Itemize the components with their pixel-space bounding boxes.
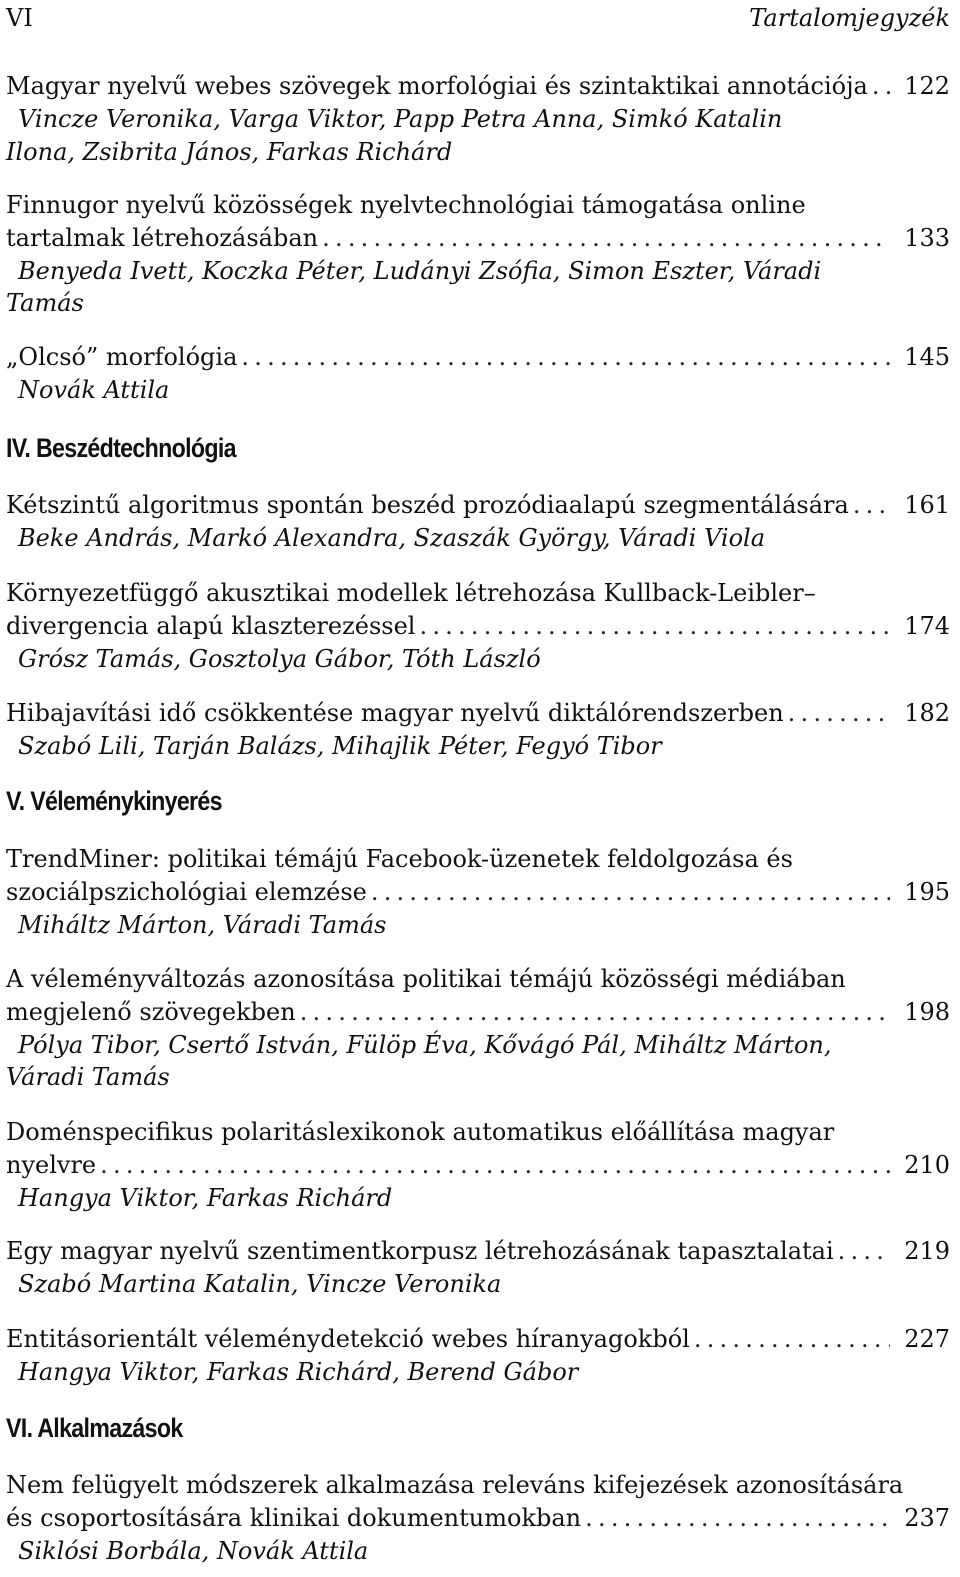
- dot-leader: [322, 222, 890, 255]
- entry-title-line: Nem felügyelt módszerek alkalmazása releváns kifejezések azonosítására: [6, 1471, 904, 1499]
- entry-title-leader-line: [6, 697, 950, 730]
- entry-title-leader-line: [6, 1149, 950, 1182]
- entry-page-number: 182: [904, 699, 950, 727]
- running-header: [6, 4, 950, 34]
- entry-page-number: 198: [904, 997, 950, 1026]
- entry-title-leader-line: [6, 996, 950, 1029]
- entry-authors: Pólya Tibor, Csertő István, Fülöp Éva, Kővágó Pál, Miháltz Márton,: [18, 1030, 832, 1059]
- dot-leader: [371, 876, 890, 909]
- toc-entry[interactable]: [6, 1323, 950, 1389]
- dot-leader: [788, 697, 890, 730]
- dot-leader: [585, 1502, 890, 1535]
- entry-title: tartalmak létrehozásában: [6, 222, 322, 255]
- dot-leader: [100, 1149, 890, 1182]
- entry-authors: Beke András, Markó Alexandra, Szaszák György, Váradi Viola: [18, 523, 765, 552]
- entry-authors: Hangya Viktor, Farkas Richárd, Berend Gábor: [18, 1357, 579, 1386]
- toc-entry[interactable]: [6, 577, 950, 675]
- entry-title: Kétszintű algoritmus spontán beszéd prozódiaalapú szegmentálására: [6, 489, 853, 522]
- dot-leader: [872, 70, 890, 103]
- entry-title: és csoportosítására klinikai dokumentumokban: [6, 1502, 585, 1535]
- entry-page-number: 174: [904, 611, 950, 640]
- entry-page-number: 133: [904, 223, 950, 252]
- entry-title: Magyar nyelvű webes szövegek morfológiai és szintaktikai annotációja: [6, 70, 872, 103]
- toc-entry[interactable]: [6, 189, 950, 320]
- entry-title-leader-line: [6, 610, 950, 643]
- entry-page-number: 195: [904, 877, 950, 906]
- entry-authors: Hangya Viktor, Farkas Richárd: [18, 1183, 393, 1212]
- section-heading-vi: VI. Alkalmazások: [6, 1413, 183, 1443]
- toc-entry[interactable]: [6, 1235, 950, 1301]
- entry-title: megjelenő szövegekben: [6, 996, 300, 1029]
- dot-leader: [694, 1323, 890, 1356]
- entry-authors: Ilona, Zsibrita János, Farkas Richárd: [6, 137, 453, 166]
- entry-title-leader-line: [6, 70, 950, 103]
- entry-page-number: 122: [904, 72, 950, 100]
- toc-entry[interactable]: [6, 697, 950, 763]
- entry-title: szociálpszichológiai elemzése: [6, 876, 371, 909]
- entry-page-number: 219: [904, 1237, 950, 1265]
- entry-authors: Vincze Veronika, Varga Viktor, Papp Petra Anna, Simkó Katalin: [18, 104, 783, 133]
- entry-title-leader-line: [6, 1502, 950, 1535]
- entry-authors: Szabó Martina Katalin, Vincze Veronika: [18, 1269, 502, 1298]
- toc-entry[interactable]: [6, 1469, 950, 1567]
- entry-authors: Novák Attila: [18, 375, 170, 404]
- entry-title-line: Környezetfüggő akusztikai modellek létrehozása Kullback-Leibler–: [6, 579, 816, 607]
- entry-title-line: Finnugor nyelvű közösségek nyelvtechnológiai támogatása online: [6, 191, 806, 219]
- section-heading-iv: IV. Beszédtechnológia: [6, 433, 236, 463]
- entry-title: Hibajavítási idő csökkentése magyar nyelvű diktálórendszerben: [6, 697, 788, 730]
- entry-authors: Szabó Lili, Tarján Balázs, Mihajlik Péter, Fegyó Tibor: [18, 731, 662, 760]
- running-title: Tartalomjegyzék: [749, 4, 950, 32]
- entry-title: Egy magyar nyelvű szentimentkorpusz létrehozásának tapasztalatai: [6, 1235, 838, 1268]
- dot-leader: [838, 1235, 890, 1268]
- entry-title-leader-line: [6, 1235, 950, 1268]
- entry-title-line: A véleményváltozás azonosítása politikai témájú közösségi médiában: [6, 965, 846, 993]
- entry-page-number: 237: [904, 1503, 950, 1532]
- entry-authors: Siklósi Borbála, Novák Attila: [18, 1536, 369, 1565]
- entry-title: nyelvre: [6, 1149, 100, 1182]
- entry-authors: Váradi Tamás: [6, 1063, 170, 1092]
- toc-entry[interactable]: [6, 843, 950, 941]
- entry-title-line: TrendMiner: politikai témájú Facebook-üzenetek feldolgozása és: [6, 845, 793, 873]
- dot-leader: [241, 341, 890, 374]
- entry-title: divergencia alapú klaszterezéssel: [6, 610, 419, 643]
- entry-authors: Benyeda Ivett, Koczka Péter, Ludányi Zsófia, Simon Eszter, Váradi: [18, 256, 822, 285]
- entry-authors: Tamás: [6, 289, 84, 318]
- dot-leader: [419, 610, 890, 643]
- toc-entry[interactable]: [6, 489, 950, 555]
- dot-leader: [853, 489, 890, 522]
- page-number: VI: [6, 4, 33, 32]
- toc-entry[interactable]: [6, 341, 950, 407]
- entry-page-number: 210: [904, 1150, 950, 1179]
- toc-entry[interactable]: [6, 70, 950, 168]
- entry-title-line: Doménspecifikus polaritáslexikonok automatikus előállítása magyar: [6, 1118, 835, 1146]
- toc-entry[interactable]: [6, 1116, 950, 1214]
- entry-title-leader-line: [6, 222, 950, 255]
- entry-page-number: 227: [904, 1325, 950, 1353]
- entry-title-leader-line: [6, 489, 950, 522]
- entry-title-leader-line: [6, 876, 950, 909]
- entry-title-leader-line: [6, 1323, 950, 1356]
- entry-page-number: 145: [904, 343, 950, 371]
- entry-authors: Grósz Tamás, Gosztolya Gábor, Tóth László: [18, 644, 541, 673]
- entry-title: Entitásorientált véleménydetekció webes híranyagokból: [6, 1323, 694, 1356]
- entry-authors: Miháltz Márton, Váradi Tamás: [18, 910, 387, 939]
- entry-title-leader-line: [6, 341, 950, 374]
- entry-page-number: 161: [904, 491, 950, 519]
- toc-entry[interactable]: [6, 963, 950, 1094]
- entry-title: „Olcsó” morfológia: [6, 341, 241, 374]
- dot-leader: [300, 996, 890, 1029]
- section-heading-v: V. Véleménykinyerés: [6, 786, 222, 816]
